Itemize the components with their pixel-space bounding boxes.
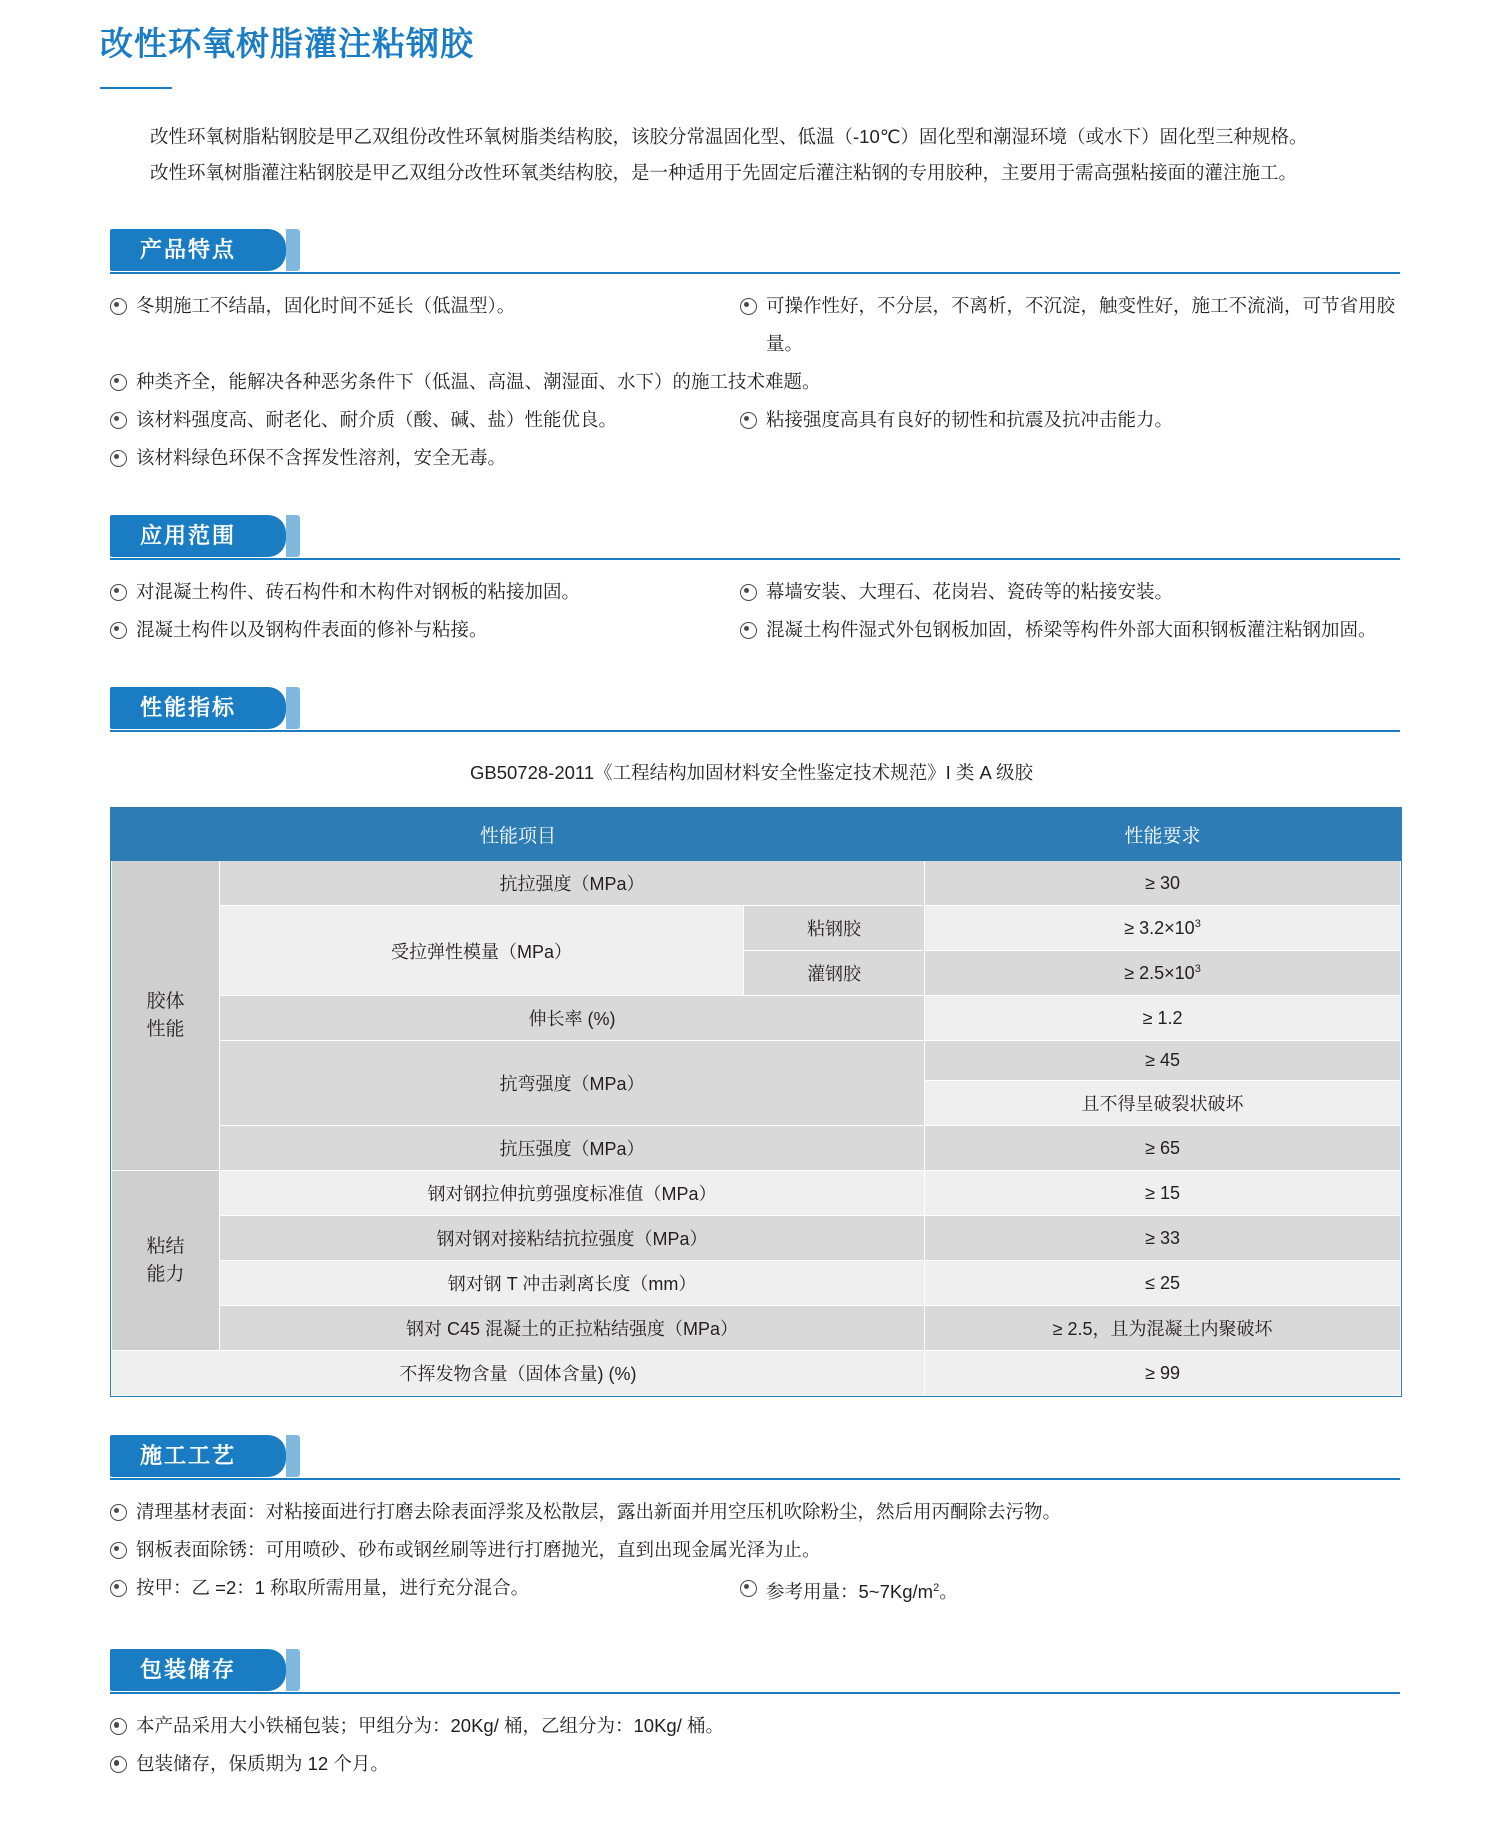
process-item: [110, 1493, 1400, 1531]
cell-item: 钢对钢 T 冲击剥离长度（mm）: [220, 1261, 925, 1306]
section-header-packaging: [110, 1649, 1400, 1691]
list-item: [110, 1493, 1410, 1531]
bullet-circle-icon: [110, 1718, 127, 1735]
page-bottom-spacer: [0, 1783, 1503, 1803]
packaging-item: [110, 1707, 1400, 1745]
cell-item: 抗拉强度（MPa）: [220, 861, 925, 906]
process-list: [110, 1493, 1410, 1611]
cell-item: 抗弯强度（MPa）: [220, 1041, 925, 1126]
list-item: [110, 1569, 1410, 1611]
section-underline: [110, 1692, 1400, 1694]
title-divider: [100, 87, 172, 89]
table-row: [112, 996, 1401, 1041]
cell-value: ≥ 65: [925, 1126, 1401, 1171]
table-row: [112, 1216, 1401, 1261]
application-text: 幕墙安装、大理石、花岗岩、瓷砖等的粘接安装。: [766, 581, 1174, 602]
section-title-process: 施工工艺: [140, 1443, 237, 1468]
intro-paragraph-1: 改性环氧树脂粘钢胶是甲乙双组份改性环氧树脂类结构胶，该胶分常温固化型、低温（-10℃）固化型和潮湿环境（或水下）固化型三种规格。: [150, 126, 1308, 147]
row-group-label-adhesive: 胶体 性能: [112, 861, 220, 1171]
row-group-label-bonding: 粘结 能力: [112, 1171, 220, 1351]
application-list: [110, 573, 1410, 649]
bullet-circle-icon: [740, 584, 757, 601]
list-item: [110, 573, 1410, 611]
list-item: [110, 1707, 1410, 1745]
bullet-circle-icon: [110, 1542, 127, 1559]
list-item: [110, 439, 1410, 477]
section-header-process: [110, 1435, 1400, 1477]
cell-value: ≥ 1.2: [925, 996, 1401, 1041]
cell-item: 钢对钢对接粘结抗拉强度（MPa）: [220, 1216, 925, 1261]
cell-item: 受拉弹性模量（MPa）: [220, 906, 744, 996]
product-datasheet-page: [0, 18, 1503, 1833]
cell-item: 钢对钢拉伸抗剪强度标准值（MPa）: [220, 1171, 925, 1216]
feature-item: [110, 401, 740, 439]
table-row: [112, 1041, 1401, 1081]
section-header-performance: [110, 687, 1400, 729]
cell-subitem: 灌钢胶: [744, 951, 925, 996]
process-text: 钢板表面除锈：可用喷砂、砂布或钢丝刷等进行打磨抛光，直到出现金属光泽为止。: [136, 1539, 821, 1560]
feature-text: 该材料强度高、耐老化、耐介质（酸、碱、盐）性能优良。: [136, 409, 618, 430]
section-title-packaging: 包装储存: [140, 1657, 237, 1683]
table-row: [112, 1351, 1401, 1396]
table-caption: GB50728-2011《工程结构加固材料安全性鉴定技术规范》I 类 A 级胶: [470, 762, 1033, 783]
cell-value: ≥ 99: [925, 1351, 1401, 1396]
application-text: 对混凝土构件、砖石构件和木构件对钢板的粘接加固。: [136, 581, 581, 602]
section-banner-tail: [286, 229, 300, 271]
packaging-list: [110, 1707, 1410, 1783]
bullet-circle-icon: [110, 374, 127, 391]
packaging-text: 本产品采用大小铁桶包装；甲组分为：20Kg/ 桶，乙组分为：10Kg/ 桶。: [136, 1715, 724, 1737]
bullet-circle-icon: [110, 1580, 127, 1597]
table-row: [112, 1126, 1401, 1171]
cell-item: 抗压强度（MPa）: [220, 1126, 925, 1171]
list-item: [110, 401, 1410, 439]
section-banner-tail: [286, 515, 300, 557]
section-banner-tail: [286, 687, 300, 729]
feature-item: [110, 363, 1400, 401]
list-item: [110, 611, 1410, 649]
performance-table: [111, 808, 1401, 1396]
section-header-features: [110, 229, 1400, 271]
bullet-circle-icon: [740, 412, 757, 429]
application-text: 混凝土构件以及钢构件表面的修补与粘接。: [136, 619, 488, 640]
process-item: [740, 1569, 1410, 1611]
cell-value: ≥ 15: [925, 1171, 1401, 1216]
feature-text: 种类齐全，能解决各种恶劣条件下（低温、高温、潮湿面、水下）的施工技术难题。: [136, 371, 821, 392]
bullet-circle-icon: [110, 622, 127, 639]
bullet-circle-icon: [740, 622, 757, 639]
process-item: [110, 1531, 1400, 1569]
process-text: 清理基材表面：对粘接面进行打磨去除表面浮浆及松散层，露出新面并用空压机吹除粉尘，然后用丙酮除去污物。: [136, 1501, 1062, 1522]
section-header-application: [110, 515, 1400, 557]
cell-value: 且不得呈破裂状破坏: [925, 1081, 1401, 1126]
application-text: 混凝土构件湿式外包钢板加固，桥梁等构件外部大面积钢板灌注粘钢加固。: [766, 619, 1377, 640]
table-row: [112, 1261, 1401, 1306]
feature-item: [740, 401, 1410, 439]
list-item: [110, 363, 1410, 401]
packaging-item: [110, 1745, 1400, 1783]
cell-value: ≥ 30: [925, 861, 1401, 906]
section-underline: [110, 272, 1400, 274]
feature-item: [110, 439, 1400, 477]
cell-subitem: 粘钢胶: [744, 906, 925, 951]
section-banner-tail: [286, 1435, 300, 1477]
application-item: [740, 573, 1410, 611]
bullet-circle-icon: [740, 1580, 757, 1597]
cell-value: ≥ 2.5，且为混凝土内聚破坏: [925, 1306, 1401, 1351]
cell-value: ≥ 45: [925, 1041, 1401, 1081]
bullet-circle-icon: [110, 584, 127, 601]
application-item: [110, 573, 740, 611]
bullet-circle-icon: [110, 1756, 127, 1773]
section-underline: [110, 1478, 1400, 1480]
cell-value: ≥ $2.5\times 10^3$: [925, 951, 1401, 996]
page-title: 改性环氧树脂灌注粘钢胶: [100, 25, 474, 62]
process-text: 按甲：乙 =2：1 称取所需用量，进行充分混合。: [136, 1577, 530, 1598]
section-banner-tail: [286, 1649, 300, 1691]
application-item: [110, 611, 740, 649]
section-underline: [110, 730, 1400, 732]
section-title-application: 应用范围: [140, 523, 237, 548]
section-title-features: 产品特点: [140, 237, 237, 262]
feature-text: 可操作性好，不分层，不离析，不沉淀，触变性好，施工不流淌，可节省用胶量。: [766, 295, 1396, 354]
process-text: 参考用量：$5\sim 7Kg/m^2$。: [766, 1581, 958, 1603]
bullet-circle-icon: [110, 450, 127, 467]
column-header-value: 性能要求: [925, 809, 1401, 861]
section-title-performance: 性能指标: [140, 695, 237, 720]
cell-value: ≥ $3.2\times 10^3$: [925, 906, 1401, 951]
intro-paragraphs: [150, 119, 1403, 191]
cell-value: ≥ 33: [925, 1216, 1401, 1261]
feature-text: 粘接强度高具有良好的韧性和抗震及抗冲击能力。: [766, 409, 1174, 430]
performance-table-wrapper: [110, 807, 1402, 1397]
cell-item: 钢对 C45 混凝土的正拉粘结强度（MPa）: [220, 1306, 925, 1351]
features-list: [110, 287, 1410, 477]
list-item: [110, 1745, 1410, 1783]
bullet-circle-icon: [110, 1504, 127, 1521]
list-item: [110, 1531, 1410, 1569]
list-item: [110, 287, 1410, 363]
table-row: [112, 1171, 1401, 1216]
table-row: [112, 861, 1401, 906]
table-row: [112, 906, 1401, 951]
table-row: [112, 1306, 1401, 1351]
cell-item: 不挥发物含量（固体含量) (%): [112, 1351, 925, 1396]
column-header-item: 性能项目: [112, 809, 925, 861]
feature-text: 冬期施工不结晶，固化时间不延长（低温型）。: [136, 295, 516, 316]
process-item: [110, 1569, 740, 1607]
packaging-text: 包装储存，保质期为 12 个月。: [136, 1753, 389, 1775]
feature-item: [110, 287, 740, 325]
table-header-row: [112, 809, 1401, 861]
bullet-circle-icon: [740, 298, 757, 315]
feature-item: [740, 287, 1410, 363]
bullet-circle-icon: [110, 412, 127, 429]
cell-value: ≤ 25: [925, 1261, 1401, 1306]
application-item: [740, 611, 1410, 649]
cell-item: 伸长率 (%): [220, 996, 925, 1041]
bullet-circle-icon: [110, 298, 127, 315]
feature-text: 该材料绿色环保不含挥发性溶剂，安全无毒。: [136, 447, 507, 468]
intro-paragraph-2: 改性环氧树脂灌注粘钢胶是甲乙双组分改性环氧类结构胶，是一种适用于先固定后灌注粘钢的专用胶种，主要用于需高强粘接面的灌注施工。: [150, 162, 1298, 183]
section-underline: [110, 558, 1400, 560]
